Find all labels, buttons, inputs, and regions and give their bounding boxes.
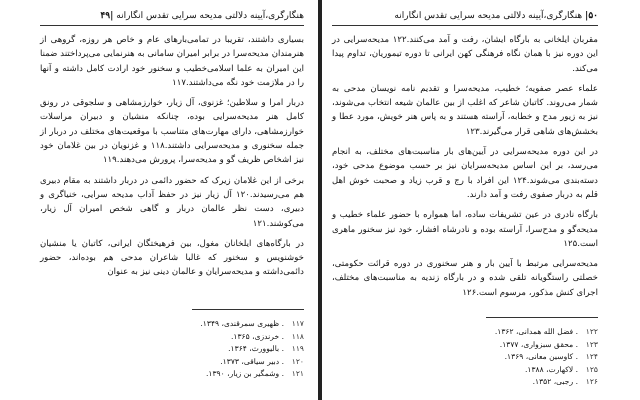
right-paragraph-4: بارگاه نادری در عین تشریفات ساده، اما همواره با حضور علماء خطیب و مدیحه‌گو و مدح‌سرا، آراسته بوده و نادرشاه افشار، خود نیز سخنور ماهری است.۱۲۵ xyxy=(332,210,598,249)
right-header-rule xyxy=(332,25,598,26)
right-paragraph-3: در این دوره مدیحه‌سرایی در آیین‌های بار مناسبت‌های مختلف، به انجام می‌رسد، بر این اساس مدیحه‌سرایان نیز بر حسب موضوع مدحی خود، دسته‌بندی می‌شوند.۱۲۴ این افراد با رج و قرب زیاد و صحبت خوش اهل قلم به دربار صفوی رفت و آمد دارند. xyxy=(332,147,598,200)
right-running-head: هنگارگری،آیینه دلالتی مدیحه سرایی تقدس انگارانه xyxy=(394,11,583,21)
right-page-number: ۵۰| xyxy=(585,11,598,21)
left-page-number: |۴۹ xyxy=(100,11,114,21)
right-footnote-separator xyxy=(486,317,598,318)
footnote-item: ۱۱۹. بالیوورث، ۱۳۶۴. xyxy=(228,344,304,354)
left-body-text xyxy=(40,33,304,286)
footnote-item: ۱۱۷. ظهیری سمرقندی، ۱۳۴۹. xyxy=(200,319,304,328)
left-header-rule xyxy=(40,25,304,26)
footnote-item: ۱۲۵. لاکهارت، ۱۳۸۸. xyxy=(524,364,598,374)
footnote-item: ۱۲۳. محقق سبزواری، ۱۳۷۷. xyxy=(499,339,598,349)
right-body-text xyxy=(332,33,598,306)
right-paragraph-1: مقربان ایلخانی به بارگاه ایشان، رفت و آمد می‌کنند.۱۲۲ مدیحه‌سرایی در این دوره نیز با همان نگاه فرهنگی کهن ایرانی تا دوره تیموریان، تداوم پیدا می‌کند. xyxy=(332,35,598,74)
footnote-item: ۱۱۸. خرندزی، ۱۳۶۵. xyxy=(230,331,304,341)
left-page xyxy=(0,0,318,400)
footnote-item: ۱۲۰. دبیر سیاقی، ۱۳۷۳. xyxy=(220,356,304,366)
left-footnote-separator xyxy=(192,309,304,310)
right-page xyxy=(322,0,640,400)
left-paragraph-3: برخی از این غلامان زیرک که حضور دائمی در دربار داشتند به مقام دبیری هم می‌رسیدند.۱۲۰ آل زیار نیز در حفظ آداب مدیحه سرایی، خنیاگری و دبیری، دست نظر عالمان دربار و گاهی شخص امیران آل زیار، می‌کوشند.۱۲۱ xyxy=(40,175,305,229)
right-footnotes xyxy=(332,326,598,389)
left-running-head: هنگارگری،آیینه دلالتی مدیحه سرایی تقدس انگارانه xyxy=(116,11,304,21)
left-paragraph-1: بسیاری داشتند، تقریبا در تمامی‌بارهای عام و خاص هر روزه، گروهی از هنرمندان مدیحه‌سرا در برابر امیران سامانی به هنرنمایی می‌پرداختند ضمنا این امیران به علما اسلامی‌خطیب و سخنور خود ارادت کامل داشته و آنها را در ملازمت خود نگه می‌داشتند.۱۱۷ xyxy=(40,35,304,88)
left-footnotes xyxy=(40,318,304,381)
right-paragraph-2: علماء عصر صفویه؛ خطیب، مدیحه‌سرا و تقدیم نامه نویسان مدحی به شمار می‌روند. کاتبان شاعر که اغلب از بین عالمان شیعه انتخاب می‌شوند، نیز به زیور مدح و خطابه، آراسته هستند و به پاس هنر خویش، مورد عطا و بخشش‌های شاهی قرار می‌گیرند.۱۲۳ xyxy=(332,83,598,137)
left-page-header xyxy=(40,9,304,23)
footnote-item: ۱۲۲. فضل الله همدانی، ۱۳۶۲. xyxy=(494,327,598,336)
left-paragraph-2: دربار امرا و سلاطین؛ غزنوی، آل زیار، خوارزمشاهی و سلجوقی در رونق کامل هنر مدیحه‌سرایی بوده، چنانکه منشیان و دبیران مراسلات خوارزمشاهی، دارای مهارت‌های متناسب با موقعیت‌های مختلف در دربار از جمله سخنوری و مدیحه‌سرایی داشتند.۱۱۸ و غزنویان در بین غلامان خود نیز اشخاص ظریف گو و مدیحه‌سرا، پرورش می‌دهند.۱۱۹ xyxy=(40,98,305,166)
footnote-item: ۱۲۱. وشمگیر بن زیار، ۱۳۹۰. xyxy=(205,369,304,379)
right-paragraph-5: مدیحه‌سرایی مرتبط با آیین بار و هنر سخنوری در دوره قرائت حکومتی، خصلتی راستگویانه تلقی شده و در بارگاه زندیه به مناسبت‌های مختلف، اجرای کنش مذکور، مرسوم است.۱۲۶ xyxy=(332,259,598,298)
footnote-item: ۱۲۴. کاوسین معانی، ۱۳۶۹. xyxy=(504,352,598,362)
left-paragraph-4: در بارگاه‌های ایلخانان مغول، بین فرهیختگان ایرانی، کاتبان یا منشیان خوشنویس و سخنور که غالبا شاعران مدحی هم بوده‌اند، حضور دائمی‌داشته و مدیحه‌سرایان و عالمان دینی نیز به عنوان xyxy=(40,238,304,278)
footnote-item: ۱۲۶. رجبی، ۱۳۵۲. xyxy=(532,377,598,387)
right-page-header xyxy=(332,9,598,23)
